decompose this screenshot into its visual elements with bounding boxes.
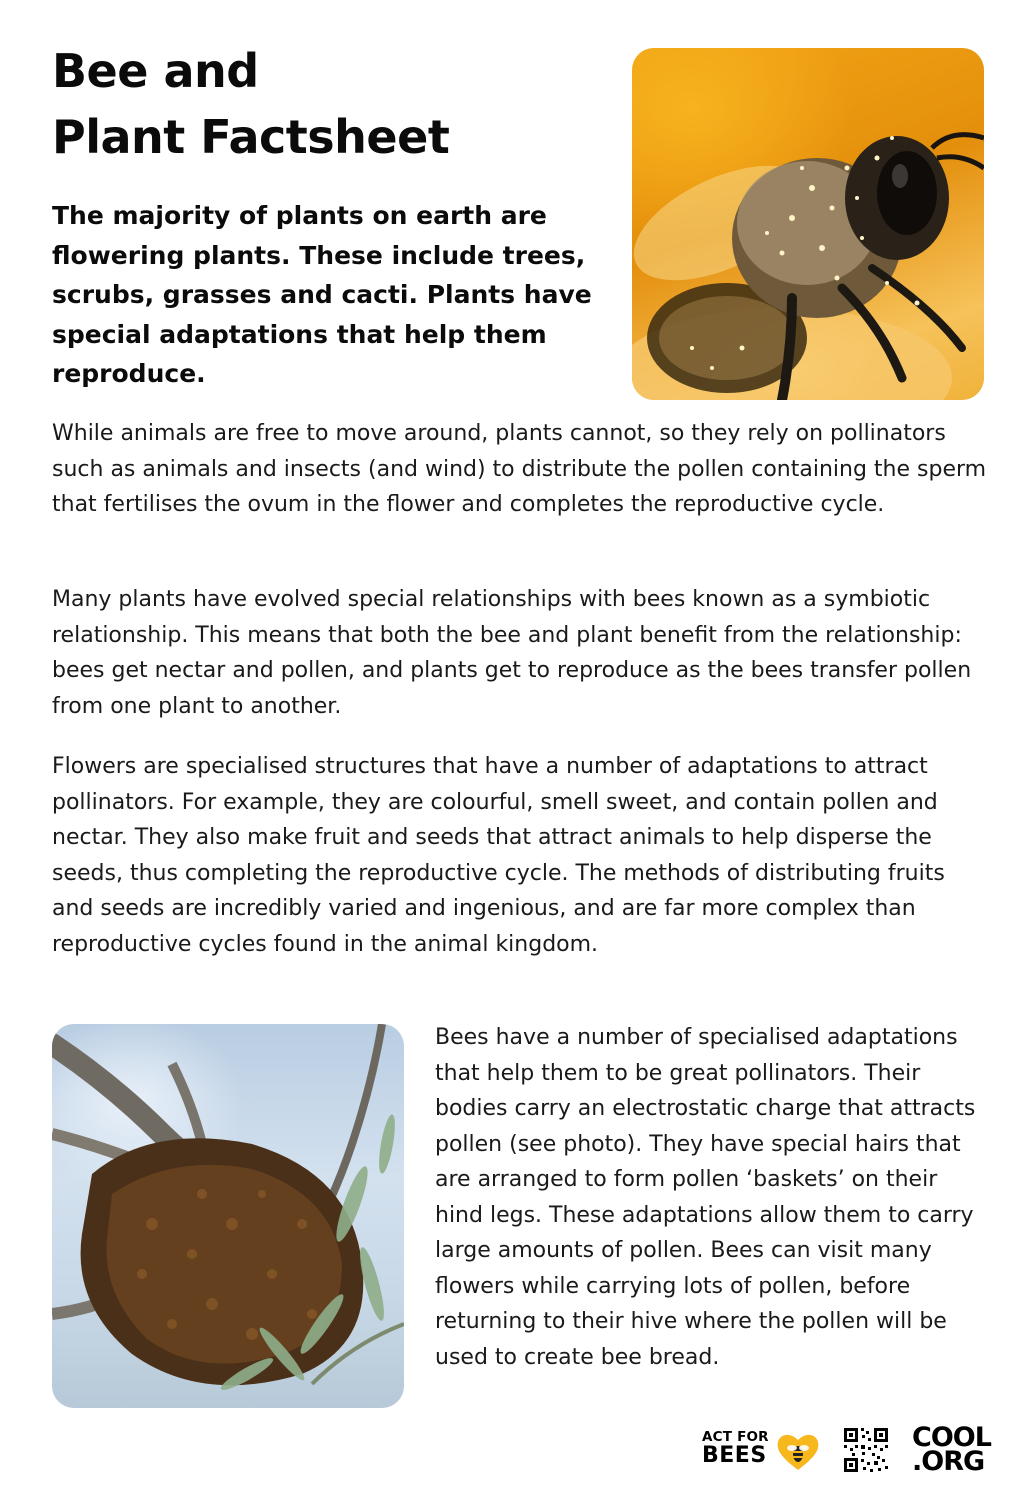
act-for-bees-line-1: ACT FOR [702, 1429, 769, 1445]
title-line-2: Plant Factsheet [52, 110, 450, 164]
body-paragraph-2: Many plants have evolved special relationships with bees known as a symbiotic relationship. This means that both the bee and plant benefit from the relationship: bees get nectar and pollen, and plants get to reproduce as the bees transfer pollen from one plant to another. [52, 587, 972, 719]
cool-org-logo [912, 1422, 991, 1477]
title-line-1: Bee and [52, 44, 259, 98]
act-for-bees-line-2: BEES [702, 1443, 767, 1468]
body-paragraph-4: Bees have a number of specialised adaptations that help them to be great pollinators. Their bodies carry an electrostatic charge that attracts pollen (see photo). They have special hairs that are arranged to form pollen ‘baskets’ on their hind legs. These adaptations allow them to carry large amounts of pollen. Bees can visit many flowers while carrying lots of pollen, before returning to their hive where the pollen will be used to create bee bread. [435, 1025, 976, 1370]
bee-pollen-photo [632, 48, 984, 400]
body-paragraph-3: Flowers are specialised structures that have a number of adaptations to attract pollinators. For example, they are colourful, smell sweet, and contain pollen and nectar. They also make fruit and seeds that attract animals to help disperse the seeds, thus completing the reproductive cycle. The methods of distributing fruits and seeds are incredibly varied and ingenious, and are far more complex than reproductive cycles found in the animal kingdom. [52, 754, 945, 957]
body-paragraph-1: While animals are free to move around, plants cannot, so they rely on pollinators such as animals and insects (and wind) to distribute the pollen containing the sperm that fertilises the ovum in the flower and completes the reproductive cycle. [52, 421, 987, 517]
footer-logos [700, 1424, 990, 1480]
bee-swarm-photo [52, 1024, 404, 1408]
cool-org-line-2: .ORG [912, 1446, 985, 1477]
qr-code-icon [842, 1426, 890, 1474]
bee-heart-icon [776, 1432, 820, 1472]
intro-paragraph: The majority of plants on earth are flowering plants. These include trees, scrubs, grasses and cacti. Plants have special adaptations that help them reproduce. [52, 201, 592, 388]
cool-org-line-1: COOL [912, 1422, 991, 1453]
act-for-bees-logo [702, 1430, 769, 1468]
page-title [52, 38, 612, 170]
